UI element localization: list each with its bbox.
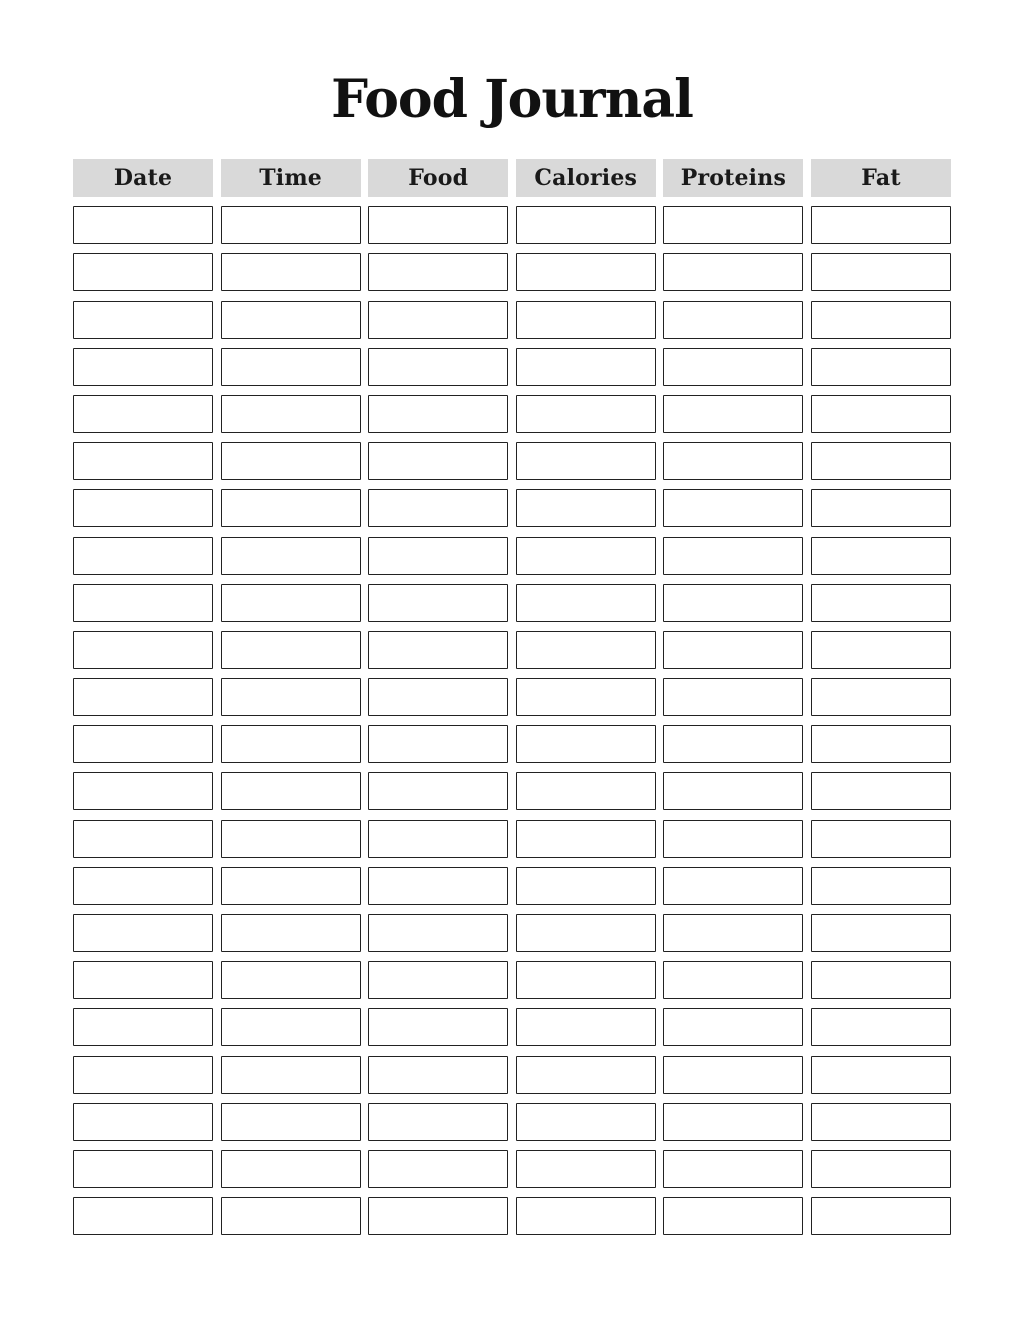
entry-cell-fat[interactable]	[811, 1056, 951, 1094]
food-journal-table	[73, 159, 951, 1235]
entry-cell-proteins[interactable]	[663, 820, 803, 858]
entry-cell-calories[interactable]	[516, 678, 656, 716]
entry-cell-date[interactable]	[73, 725, 213, 763]
entry-cell-time[interactable]	[221, 1056, 361, 1094]
entry-cell-proteins[interactable]	[663, 348, 803, 386]
entry-cell-calories[interactable]	[516, 348, 656, 386]
entry-cell-time[interactable]	[221, 537, 361, 575]
column-header-date: Date	[73, 159, 213, 197]
page-title: Food Journal	[331, 69, 693, 130]
entry-cell-proteins[interactable]	[663, 678, 803, 716]
entry-cell-date[interactable]	[73, 1056, 213, 1094]
entry-cell-date[interactable]	[73, 1103, 213, 1141]
column-header-calories: Calories	[516, 159, 656, 197]
entry-cell-time[interactable]	[221, 1150, 361, 1188]
entry-cell-fat[interactable]	[811, 348, 951, 386]
entry-cell-time[interactable]	[221, 584, 361, 622]
entry-cell-proteins[interactable]	[663, 1056, 803, 1094]
entry-cell-food[interactable]	[368, 584, 508, 622]
entry-cell-food[interactable]	[368, 1056, 508, 1094]
entry-cell-calories[interactable]	[516, 395, 656, 433]
entry-cell-time[interactable]	[221, 772, 361, 810]
entry-cell-calories[interactable]	[516, 820, 656, 858]
entry-cell-fat[interactable]	[811, 1103, 951, 1141]
entry-cell-fat[interactable]	[811, 253, 951, 291]
entry-cell-time[interactable]	[221, 253, 361, 291]
entry-cell-fat[interactable]	[811, 867, 951, 905]
entry-cell-fat[interactable]	[811, 772, 951, 810]
entry-cell-food[interactable]	[368, 348, 508, 386]
entry-cell-calories[interactable]	[516, 1008, 656, 1046]
entry-cell-time[interactable]	[221, 489, 361, 527]
entry-cell-calories[interactable]	[516, 537, 656, 575]
entry-cell-date[interactable]	[73, 395, 213, 433]
entry-cell-proteins[interactable]	[663, 867, 803, 905]
entry-cell-date[interactable]	[73, 584, 213, 622]
entry-cell-time[interactable]	[221, 961, 361, 999]
entry-cell-calories[interactable]	[516, 253, 656, 291]
entry-cell-proteins[interactable]	[663, 442, 803, 480]
entry-cell-food[interactable]	[368, 772, 508, 810]
entry-cell-proteins[interactable]	[663, 206, 803, 244]
entry-cell-proteins[interactable]	[663, 1197, 803, 1235]
entry-cell-proteins[interactable]	[663, 395, 803, 433]
entry-cell-date[interactable]	[73, 678, 213, 716]
entry-cell-food[interactable]	[368, 1008, 508, 1046]
entry-cell-fat[interactable]	[811, 961, 951, 999]
entry-cell-time[interactable]	[221, 348, 361, 386]
entry-cell-calories[interactable]	[516, 1056, 656, 1094]
entry-cell-proteins[interactable]	[663, 772, 803, 810]
entry-cell-food[interactable]	[368, 678, 508, 716]
entry-cell-date[interactable]	[73, 253, 213, 291]
entry-cell-fat[interactable]	[811, 584, 951, 622]
entry-cell-fat[interactable]	[811, 820, 951, 858]
entry-cell-date[interactable]	[73, 1008, 213, 1046]
entry-cell-time[interactable]	[221, 678, 361, 716]
entry-cell-time[interactable]	[221, 914, 361, 952]
entry-cell-date[interactable]	[73, 631, 213, 669]
entry-cell-proteins[interactable]	[663, 961, 803, 999]
entry-cell-proteins[interactable]	[663, 1150, 803, 1188]
entry-cell-fat[interactable]	[811, 1008, 951, 1046]
entry-cell-calories[interactable]	[516, 725, 656, 763]
entry-cell-food[interactable]	[368, 253, 508, 291]
entry-cell-time[interactable]	[221, 631, 361, 669]
column-header-fat: Fat	[811, 159, 951, 197]
entry-cell-proteins[interactable]	[663, 584, 803, 622]
entry-cell-fat[interactable]	[811, 442, 951, 480]
column-header-proteins: Proteins	[663, 159, 803, 197]
entry-cell-food[interactable]	[368, 206, 508, 244]
entry-cell-proteins[interactable]	[663, 914, 803, 952]
entry-cell-date[interactable]	[73, 348, 213, 386]
entry-cell-fat[interactable]	[811, 725, 951, 763]
entry-cell-proteins[interactable]	[663, 537, 803, 575]
entry-cell-time[interactable]	[221, 820, 361, 858]
entry-cell-fat[interactable]	[811, 301, 951, 339]
entry-cell-time[interactable]	[221, 1197, 361, 1235]
entry-cell-date[interactable]	[73, 1197, 213, 1235]
entry-cell-time[interactable]	[221, 1008, 361, 1046]
entry-cell-food[interactable]	[368, 1103, 508, 1141]
entry-cell-calories[interactable]	[516, 1150, 656, 1188]
entry-cell-date[interactable]	[73, 301, 213, 339]
entry-cell-proteins[interactable]	[663, 253, 803, 291]
entry-cell-date[interactable]	[73, 1150, 213, 1188]
entry-cell-fat[interactable]	[811, 631, 951, 669]
entry-cell-proteins[interactable]	[663, 631, 803, 669]
entry-cell-date[interactable]	[73, 867, 213, 905]
entry-cell-calories[interactable]	[516, 206, 656, 244]
entry-cell-date[interactable]	[73, 442, 213, 480]
entry-cell-time[interactable]	[221, 206, 361, 244]
entry-cell-date[interactable]	[73, 772, 213, 810]
entry-cell-date[interactable]	[73, 489, 213, 527]
entry-cell-date[interactable]	[73, 914, 213, 952]
entry-cell-calories[interactable]	[516, 1197, 656, 1235]
entry-cell-calories[interactable]	[516, 1103, 656, 1141]
entry-cell-fat[interactable]	[811, 1150, 951, 1188]
column-header-time: Time	[221, 159, 361, 197]
entry-cell-calories[interactable]	[516, 772, 656, 810]
entry-cell-date[interactable]	[73, 537, 213, 575]
entry-cell-fat[interactable]	[811, 537, 951, 575]
entry-cell-food[interactable]	[368, 914, 508, 952]
entry-cell-proteins[interactable]	[663, 1103, 803, 1141]
entry-cell-time[interactable]	[221, 1103, 361, 1141]
entry-cell-proteins[interactable]	[663, 489, 803, 527]
entry-cell-calories[interactable]	[516, 489, 656, 527]
entry-cell-fat[interactable]	[811, 678, 951, 716]
entry-cell-fat[interactable]	[811, 395, 951, 433]
entry-cell-fat[interactable]	[811, 1197, 951, 1235]
entry-cell-time[interactable]	[221, 442, 361, 480]
entry-cell-proteins[interactable]	[663, 301, 803, 339]
entry-cell-calories[interactable]	[516, 442, 656, 480]
entry-cell-calories[interactable]	[516, 301, 656, 339]
entry-cell-calories[interactable]	[516, 961, 656, 999]
entry-cell-fat[interactable]	[811, 914, 951, 952]
entry-cell-food[interactable]	[368, 631, 508, 669]
entry-cell-food[interactable]	[368, 395, 508, 433]
entry-cell-date[interactable]	[73, 820, 213, 858]
entry-cell-proteins[interactable]	[663, 725, 803, 763]
entry-cell-fat[interactable]	[811, 206, 951, 244]
entry-cell-calories[interactable]	[516, 867, 656, 905]
column-header-food: Food	[368, 159, 508, 197]
entry-cell-time[interactable]	[221, 301, 361, 339]
entry-cell-fat[interactable]	[811, 489, 951, 527]
entry-cell-food[interactable]	[368, 961, 508, 999]
entry-cell-time[interactable]	[221, 725, 361, 763]
entry-cell-food[interactable]	[368, 820, 508, 858]
entry-cell-time[interactable]	[221, 395, 361, 433]
entry-cell-calories[interactable]	[516, 914, 656, 952]
entry-cell-food[interactable]	[368, 725, 508, 763]
entry-cell-date[interactable]	[73, 961, 213, 999]
entry-cell-time[interactable]	[221, 867, 361, 905]
entry-cell-food[interactable]	[368, 1197, 508, 1235]
entry-cell-calories[interactable]	[516, 631, 656, 669]
entry-cell-food[interactable]	[368, 489, 508, 527]
entry-cell-date[interactable]	[73, 206, 213, 244]
entry-cell-calories[interactable]	[516, 584, 656, 622]
entry-cell-food[interactable]	[368, 442, 508, 480]
entry-cell-proteins[interactable]	[663, 1008, 803, 1046]
entry-cell-food[interactable]	[368, 301, 508, 339]
entry-cell-food[interactable]	[368, 537, 508, 575]
entry-cell-food[interactable]	[368, 867, 508, 905]
entry-cell-food[interactable]	[368, 1150, 508, 1188]
